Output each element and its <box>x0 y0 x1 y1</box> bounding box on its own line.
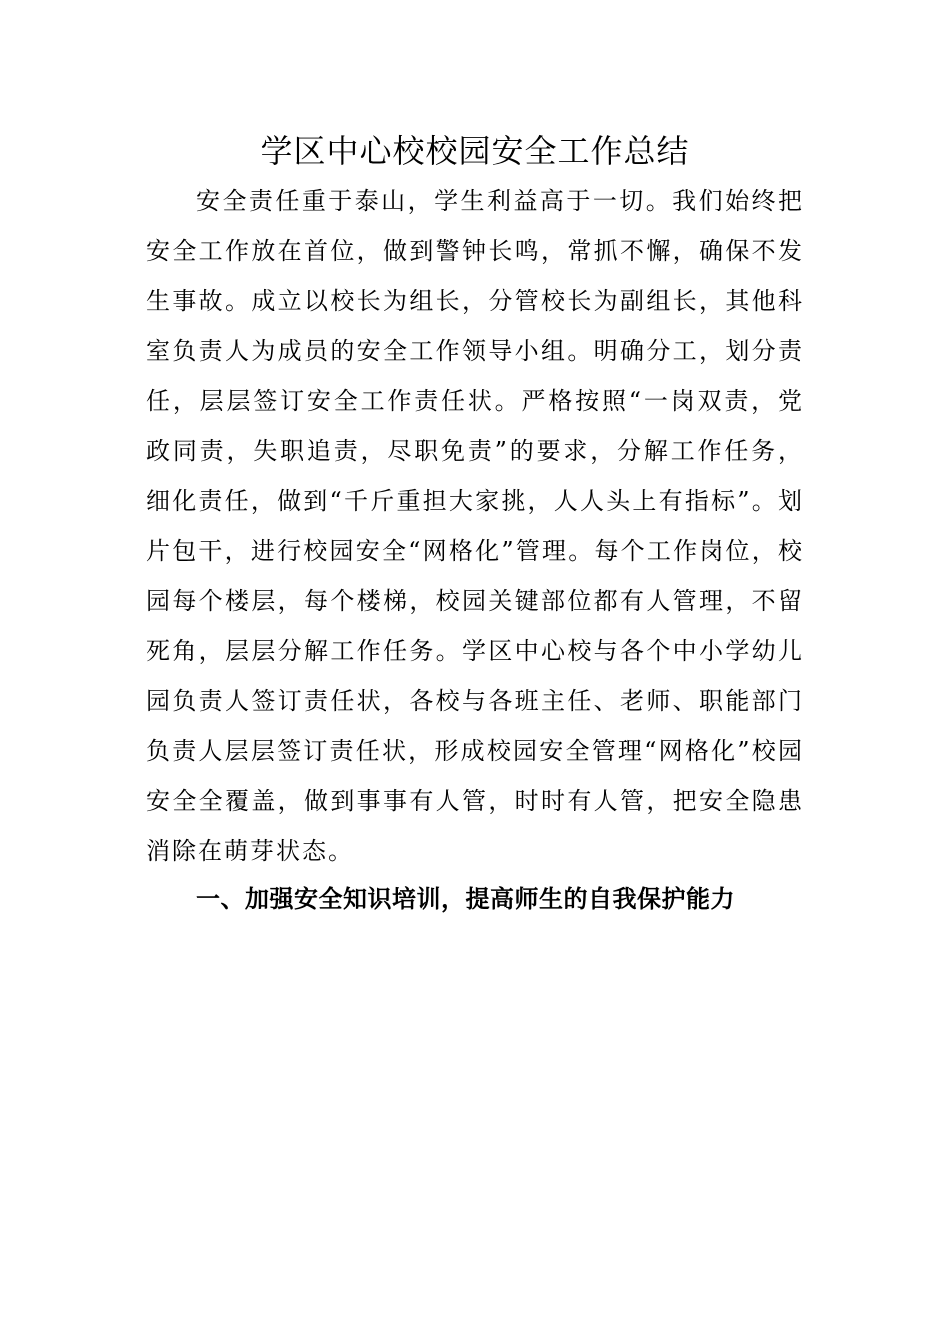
section-heading: 一、加强安全知识培训，提高师生的自我保护能力 <box>196 885 735 913</box>
document-title: 学区中心校校园安全工作总结 <box>260 132 690 170</box>
body-paragraph: 安全责任重于泰山，学生利益高于一切。我们始终把安全工作放在首位，做到警钟长鸣，常抓不懈，确保不发生事故。成立以校长为组长，分管校长为副组长，其他科室负责人为成员的安全工作领导小组。明确分工，划分责任，层层签订安全工作责任状。严格按照“一岗双责，党政同责，失职追责，尽职免责”的要求，分解工作任务，细化责任，做到“千斤重担大家挑，人人头上有指标”。划片包干，进行校园安全“网格化”管理。每个工作岗位，校园每个楼层，每个楼梯，校园关键部位都有人管理，不留死角，层层分解工作任务。学区中心校与各个中小学幼儿园负责人签订责任状，各校与各班主任、老师、职能部门负责人层层签订责任状，形成校园安全管理“网格化”校园安全全覆盖，做到事事有人管，时时有人管，把安全隐患消除在萌芽状态。 <box>146 187 804 865</box>
